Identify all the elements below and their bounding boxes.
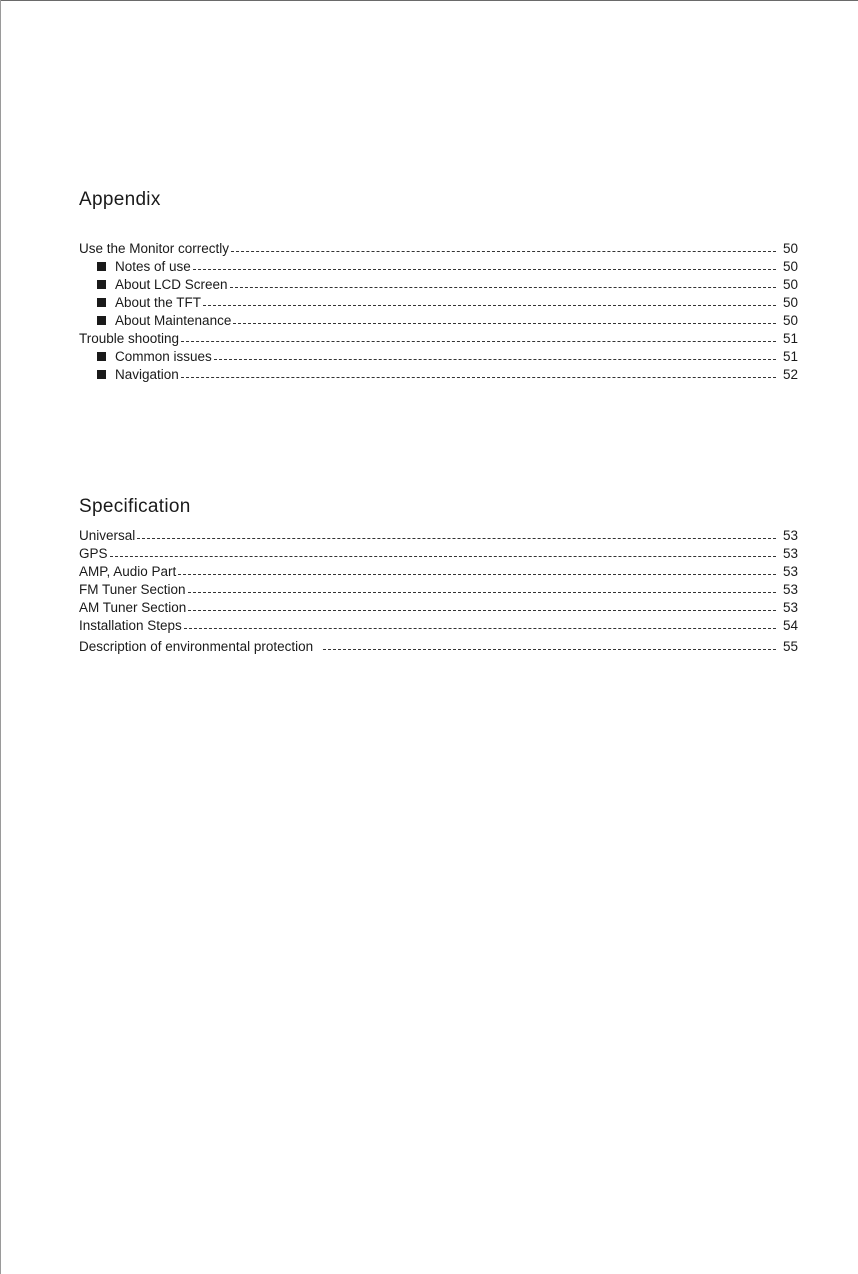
dot-leader bbox=[188, 592, 776, 593]
toc-entry-page: 55 bbox=[782, 638, 798, 654]
toc-entry[interactable] bbox=[79, 614, 798, 632]
toc-entry[interactable] bbox=[79, 560, 798, 578]
dot-leader bbox=[233, 323, 776, 324]
toc-entry-label: Trouble shooting bbox=[79, 330, 180, 346]
dot-leader bbox=[193, 269, 776, 270]
dot-leader bbox=[230, 287, 776, 288]
toc-entry-label: FM Tuner Section bbox=[79, 581, 186, 597]
toc-entry[interactable] bbox=[79, 363, 798, 381]
toc-entry-page: 54 bbox=[782, 617, 798, 633]
toc-entry-page: 52 bbox=[782, 366, 798, 382]
toc-entry-label: AMP, Audio Part bbox=[79, 563, 177, 579]
toc-entry-label: About the TFT bbox=[115, 294, 202, 310]
appendix-title: Appendix bbox=[79, 189, 161, 210]
page-border-top bbox=[0, 0, 858, 1]
toc-entry[interactable] bbox=[79, 255, 798, 273]
toc-entry[interactable] bbox=[79, 524, 798, 542]
toc-entry[interactable] bbox=[79, 542, 798, 560]
dot-leader bbox=[231, 251, 776, 252]
toc-entry-label: About LCD Screen bbox=[115, 276, 228, 292]
toc-entry-page: 53 bbox=[782, 545, 798, 561]
toc-entry-page: 51 bbox=[782, 330, 798, 346]
toc-entry-label: Description of environmental protection bbox=[79, 638, 314, 654]
toc-entry[interactable] bbox=[79, 632, 798, 653]
toc-entry-label: GPS bbox=[79, 545, 108, 561]
toc-entry-label: AM Tuner Section bbox=[79, 599, 187, 615]
toc-entry-page: 50 bbox=[782, 294, 798, 310]
dot-leader bbox=[110, 556, 776, 557]
dot-leader bbox=[181, 377, 776, 378]
toc-entry[interactable] bbox=[79, 291, 798, 309]
toc-entry-page: 50 bbox=[782, 312, 798, 328]
toc-entry[interactable] bbox=[79, 345, 798, 363]
dot-leader bbox=[188, 610, 776, 611]
toc-entry-page: 50 bbox=[782, 240, 798, 256]
appendix-toc bbox=[79, 237, 798, 381]
dot-leader bbox=[203, 305, 776, 306]
toc-entry[interactable] bbox=[79, 596, 798, 614]
square-bullet-icon bbox=[97, 316, 106, 325]
toc-entry-page: 53 bbox=[782, 527, 798, 543]
toc-entry-label: About Maintenance bbox=[115, 312, 232, 328]
dot-leader bbox=[214, 359, 776, 360]
toc-entry-label: Common issues bbox=[115, 348, 212, 364]
toc-entry-label: Navigation bbox=[115, 366, 179, 382]
dot-leader bbox=[323, 649, 776, 650]
square-bullet-icon bbox=[97, 370, 106, 379]
toc-entry-page: 53 bbox=[782, 581, 798, 597]
dot-leader bbox=[184, 628, 776, 629]
square-bullet-icon bbox=[97, 280, 106, 289]
toc-entry-label: Installation Steps bbox=[79, 617, 182, 633]
specification-toc bbox=[79, 524, 798, 653]
toc-entry-page: 53 bbox=[782, 563, 798, 579]
toc-entry[interactable] bbox=[79, 309, 798, 327]
square-bullet-icon bbox=[97, 298, 106, 307]
specification-title: Specification bbox=[79, 496, 191, 517]
toc-entry[interactable] bbox=[79, 578, 798, 596]
toc-entry-page: 50 bbox=[782, 258, 798, 274]
square-bullet-icon bbox=[97, 352, 106, 361]
toc-entry-label: Universal bbox=[79, 527, 136, 543]
toc-entry-label: Use the Monitor correctly bbox=[79, 240, 230, 256]
dot-leader bbox=[181, 341, 776, 342]
dot-leader bbox=[137, 538, 776, 539]
toc-entry-page: 53 bbox=[782, 599, 798, 615]
toc-entry-page: 51 bbox=[782, 348, 798, 364]
square-bullet-icon bbox=[97, 262, 106, 271]
toc-entry[interactable] bbox=[79, 237, 798, 255]
toc-entry-label: Notes of use bbox=[115, 258, 191, 274]
page-border-left bbox=[0, 0, 1, 1274]
dot-leader bbox=[178, 574, 776, 575]
toc-entry[interactable] bbox=[79, 273, 798, 291]
toc-entry-page: 50 bbox=[782, 276, 798, 292]
toc-entry[interactable] bbox=[79, 327, 798, 345]
